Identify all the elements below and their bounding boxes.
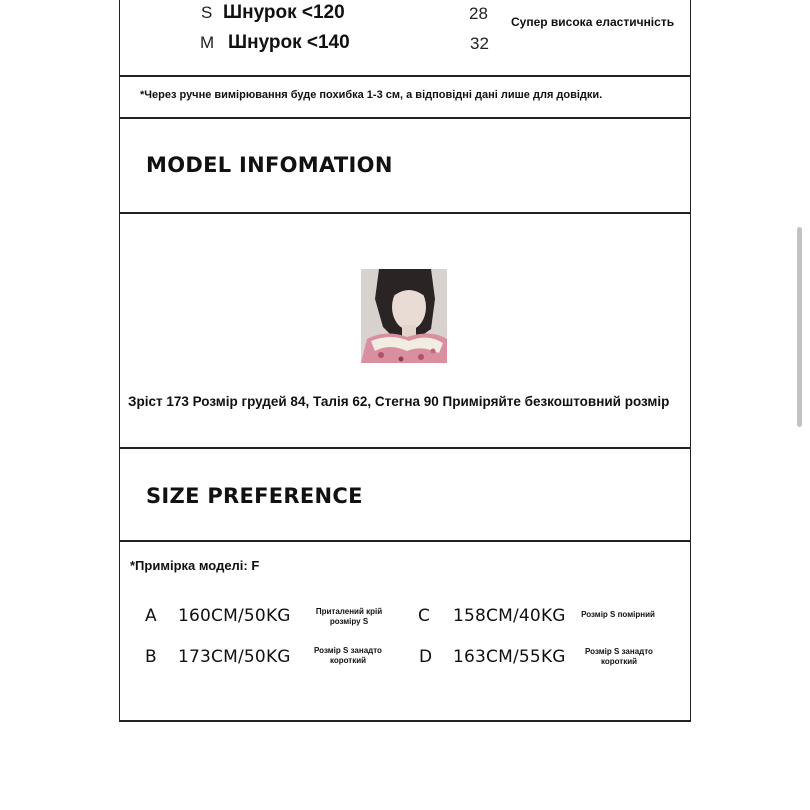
- option-measure: 160CM/50KG: [178, 606, 291, 626]
- size-preference-title: SIZE PREFERENCE: [146, 484, 363, 508]
- size-row-value: 28: [469, 4, 488, 23]
- model-details: Зріст 173 Розмір грудей 84, Талія 62, Стегна 90 Приміряйте безкоштовний розмір: [128, 394, 670, 409]
- model-info-title: MODEL INFOMATION: [146, 153, 393, 177]
- option-measure: 158CM/40KG: [453, 606, 566, 626]
- divider: [119, 212, 691, 214]
- divider: [119, 75, 691, 77]
- measurement-note: *Через ручне вимірювання буде похибка 1-3 см, а відповідні дані лише для довідки.: [140, 89, 603, 101]
- option-measure: 163CM/55KG: [453, 647, 566, 667]
- divider: [119, 540, 691, 542]
- divider: [119, 447, 691, 449]
- option-letter: C: [418, 606, 430, 626]
- size-row-name: Шнурок <120: [223, 2, 345, 23]
- option-note: Розмір S занадто короткий: [585, 647, 653, 666]
- size-row-letter: M: [200, 33, 215, 52]
- option-letter: A: [145, 606, 157, 626]
- model-fitting: *Примірка моделі: F: [130, 558, 260, 573]
- option-letter: D: [419, 647, 433, 667]
- divider: [119, 720, 691, 722]
- size-row-value: 32: [470, 34, 489, 53]
- option-measure: 173CM/50KG: [178, 647, 291, 667]
- divider: [119, 117, 691, 119]
- option-note: Приталений крій розміру S: [315, 607, 383, 626]
- size-row-name: Шнурок <140: [228, 32, 350, 53]
- model-photo: [361, 269, 447, 363]
- option-note: Розмір S занадто короткий: [314, 646, 382, 665]
- option-note: Розмір S помірний: [581, 610, 655, 619]
- page-scrollbar[interactable]: [797, 227, 802, 427]
- option-letter: B: [145, 647, 157, 667]
- elasticity-label: Супер висока еластичність: [511, 15, 675, 29]
- size-row-letter: S: [201, 3, 213, 22]
